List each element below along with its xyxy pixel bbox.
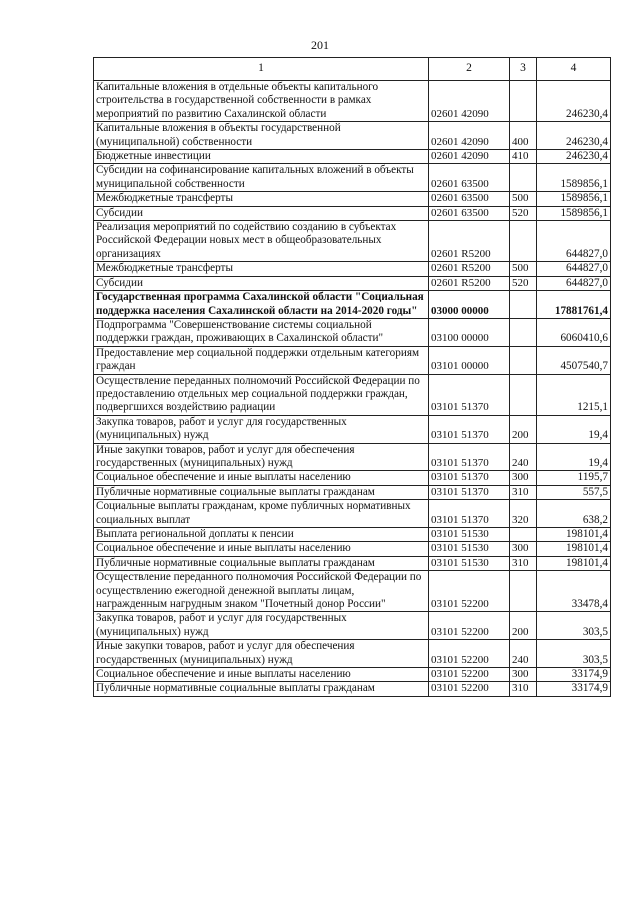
row-amount: 19,4 [537,415,611,443]
row-amount: 6060410,6 [537,318,611,346]
row-target-code: 03101 51530 [429,556,510,570]
row-description: Закупка товаров, работ и услуг для государственных (муниципальных) нужд [94,612,429,640]
header-col-code: 2 [429,58,510,81]
row-amount: 4507540,7 [537,346,611,374]
row-expense-type: 200 [510,415,537,443]
row-description: Капитальные вложения в отдельные объекты капитального строительства в государственной собственности в рамках мероприятий по развитию Сахалинской области [94,81,429,122]
row-expense-type [510,291,537,319]
row-description: Капитальные вложения в объекты государственной (муниципальной) собственности [94,122,429,150]
row-target-code: 02601 R5200 [429,221,510,262]
row-expense-type: 500 [510,192,537,206]
row-target-code: 03101 51530 [429,542,510,556]
row-amount: 1215,1 [537,374,611,415]
row-description: Осуществление переданного полномочия Российской Федерации по осуществлению ежегодной денежной выплаты лицам, награжденным нагрудным знаком "Почетный донор России" [94,571,429,612]
table-row [94,471,611,485]
row-target-code: 03000 00000 [429,291,510,319]
table-row [94,640,611,668]
row-amount: 557,5 [537,485,611,499]
row-description: Реализация мероприятий по содействию созданию в субъектах Российской Федерации новых мест в общеобразовательных организациях [94,221,429,262]
row-target-code: 02601 42090 [429,150,510,164]
row-amount: 17881761,4 [537,291,611,319]
table-row [94,374,611,415]
table-row [94,682,611,696]
row-expense-type: 520 [510,206,537,220]
row-target-code: 03101 51370 [429,374,510,415]
table-row [94,668,611,682]
row-description: Закупка товаров, работ и услуг для государственных (муниципальных) нужд [94,415,429,443]
row-description: Публичные нормативные социальные выплаты гражданам [94,556,429,570]
row-description: Межбюджетные трансферты [94,262,429,276]
row-description: Бюджетные инвестиции [94,150,429,164]
row-description: Иные закупки товаров, работ и услуг для обеспечения государственных (муниципальных) нужд [94,443,429,471]
table-row [94,500,611,528]
row-target-code: 03101 51370 [429,500,510,528]
table-row [94,262,611,276]
row-expense-type: 240 [510,640,537,668]
table-row [94,291,611,319]
row-amount: 644827,0 [537,276,611,290]
table-row [94,206,611,220]
table-row [94,122,611,150]
row-target-code: 03101 51370 [429,471,510,485]
row-description: Социальные выплаты гражданам, кроме публичных нормативных социальных выплат [94,500,429,528]
row-expense-type [510,374,537,415]
row-description: Государственная программа Сахалинской области "Социальная поддержка населения Сахалинской области на 2014-2020 годы" [94,291,429,319]
row-description: Осуществление переданных полномочий Российской Федерации по предоставлению отдельных мер социальной поддержки граждан, подвергшихся воздействию радиации [94,374,429,415]
row-expense-type [510,81,537,122]
row-description: Подпрограмма "Совершенствование системы социальной поддержки граждан, проживающих в Сахалинской области" [94,318,429,346]
row-target-code: 03101 52200 [429,640,510,668]
row-expense-type: 300 [510,471,537,485]
row-expense-type: 240 [510,443,537,471]
row-expense-type: 410 [510,150,537,164]
table-row [94,150,611,164]
row-amount: 644827,0 [537,262,611,276]
row-amount: 33174,9 [537,668,611,682]
row-expense-type [510,346,537,374]
row-target-code: 03101 52200 [429,612,510,640]
row-target-code: 02601 R5200 [429,276,510,290]
row-amount: 1589856,1 [537,192,611,206]
row-description: Социальное обеспечение и иные выплаты населению [94,668,429,682]
header-col-description: 1 [94,58,429,81]
row-amount: 1195,7 [537,471,611,485]
row-expense-type: 310 [510,682,537,696]
row-expense-type: 400 [510,122,537,150]
row-amount: 638,2 [537,500,611,528]
table-row [94,164,611,192]
row-amount: 198101,4 [537,528,611,542]
row-expense-type: 500 [510,262,537,276]
row-description: Выплата региональной доплаты к пенсии [94,528,429,542]
table-row [94,571,611,612]
table-row [94,485,611,499]
row-target-code: 03101 51370 [429,415,510,443]
row-amount: 1589856,1 [537,164,611,192]
row-description: Социальное обеспечение и иные выплаты населению [94,542,429,556]
row-target-code: 03101 52200 [429,668,510,682]
row-target-code: 03101 00000 [429,346,510,374]
row-expense-type: 310 [510,485,537,499]
row-expense-type [510,571,537,612]
row-target-code: 03101 52200 [429,682,510,696]
row-expense-type: 300 [510,542,537,556]
row-description: Публичные нормативные социальные выплаты гражданам [94,682,429,696]
table-row [94,346,611,374]
row-expense-type [510,318,537,346]
table-row [94,81,611,122]
row-target-code: 02601 63500 [429,164,510,192]
row-description: Иные закупки товаров, работ и услуг для обеспечения государственных (муниципальных) нужд [94,640,429,668]
table-row [94,443,611,471]
row-expense-type: 320 [510,500,537,528]
row-amount: 246230,4 [537,122,611,150]
row-expense-type: 200 [510,612,537,640]
row-target-code: 02601 42090 [429,122,510,150]
row-expense-type: 310 [510,556,537,570]
row-description: Публичные нормативные социальные выплаты гражданам [94,485,429,499]
page-number: 201 [311,38,329,52]
budget-table [93,57,611,697]
row-description: Субсидии на софинансирование капитальных вложений в объекты муниципальной собственности [94,164,429,192]
header-col-amount: 4 [537,58,611,81]
row-expense-type: 300 [510,668,537,682]
row-expense-type [510,164,537,192]
row-target-code: 03100 00000 [429,318,510,346]
row-amount: 246230,4 [537,150,611,164]
row-amount: 303,5 [537,612,611,640]
row-amount: 246230,4 [537,81,611,122]
table-header-row [94,58,611,81]
table-row [94,318,611,346]
row-amount: 644827,0 [537,221,611,262]
row-description: Межбюджетные трансферты [94,192,429,206]
row-target-code: 03101 52200 [429,571,510,612]
row-description: Субсидии [94,276,429,290]
table-row [94,276,611,290]
table-row [94,556,611,570]
row-expense-type [510,528,537,542]
row-amount: 303,5 [537,640,611,668]
row-amount: 19,4 [537,443,611,471]
table-row [94,221,611,262]
row-amount: 33478,4 [537,571,611,612]
table-row [94,542,611,556]
row-amount: 33174,9 [537,682,611,696]
table-row [94,415,611,443]
row-target-code: 03101 51370 [429,485,510,499]
row-amount: 198101,4 [537,542,611,556]
row-description: Субсидии [94,206,429,220]
row-target-code: 03101 51370 [429,443,510,471]
table-row [94,192,611,206]
row-target-code: 03101 51530 [429,528,510,542]
row-amount: 1589856,1 [537,206,611,220]
table-row [94,612,611,640]
row-expense-type [510,221,537,262]
header-col-type: 3 [510,58,537,81]
row-description: Предоставление мер социальной поддержки отдельным категориям граждан [94,346,429,374]
row-target-code: 02601 63500 [429,192,510,206]
table-row [94,528,611,542]
row-target-code: 02601 63500 [429,206,510,220]
row-target-code: 02601 R5200 [429,262,510,276]
row-amount: 198101,4 [537,556,611,570]
row-expense-type: 520 [510,276,537,290]
table-body [94,81,611,697]
row-target-code: 02601 42090 [429,81,510,122]
row-description: Социальное обеспечение и иные выплаты населению [94,471,429,485]
